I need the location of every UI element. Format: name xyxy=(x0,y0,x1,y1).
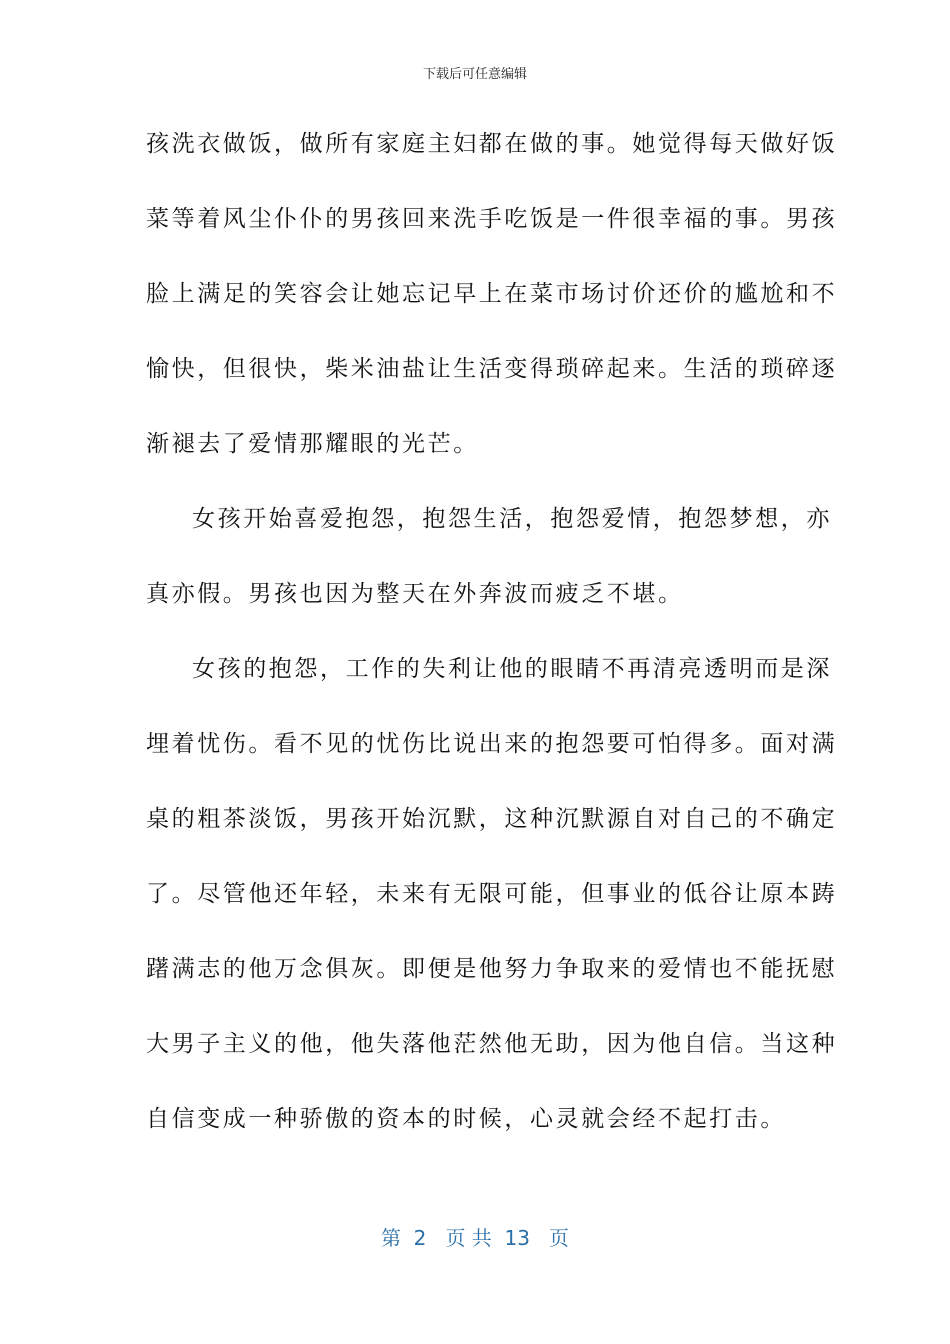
text-line: 桌的粗茶淡饭，男孩开始沉默，这种沉默源自对自己的不确定 xyxy=(146,806,838,832)
page-number-footer: 第 2 页 共 13 页 xyxy=(380,1226,570,1250)
page-header: 下载后可任意编辑 xyxy=(422,67,527,82)
text-line: 埋着忧伤。看不见的忧伤比说出来的抱怨要可怕得多。面对满 xyxy=(146,731,838,757)
text-line: 脸上满足的笑容会让她忘记早上在菜市场讨价还价的尴尬和不 xyxy=(146,281,838,307)
text-line: 躇满志的他万念俱灰。即便是他努力争取来的爱情也不能抚慰 xyxy=(146,956,838,982)
text-line: 渐褪去了爱情那耀眼的光芒。 xyxy=(146,431,479,457)
paragraph-start-line: 女孩开始喜爱抱怨，抱怨生活，抱怨爱情，抱怨梦想，亦 xyxy=(192,506,832,532)
text-line: 菜等着风尘仆仆的男孩回来洗手吃饭是一件很幸福的事。男孩 xyxy=(146,206,838,232)
text-line: 自信变成一种骄傲的资本的时候，心灵就会经不起打击。 xyxy=(146,1106,786,1132)
document-body xyxy=(146,124,838,1174)
paragraph-start-line: 女孩的抱怨，工作的失利让他的眼睛不再清亮透明而是深 xyxy=(192,656,832,682)
text-line: 了。尽管他还年轻，未来有无限可能，但事业的低谷让原本踌 xyxy=(146,881,838,907)
text-line: 孩洗衣做饭，做所有家庭主妇都在做的事。她觉得每天做好饭 xyxy=(146,131,838,157)
text-line: 愉快，但很快，柴米油盐让生活变得琐碎起来。生活的琐碎逐 xyxy=(146,356,838,382)
text-line: 真亦假。男孩也因为整天在外奔波而疲乏不堪。 xyxy=(146,581,684,607)
text-line: 大男子主义的他，他失落他茫然他无助，因为他自信。当这种 xyxy=(146,1031,838,1057)
